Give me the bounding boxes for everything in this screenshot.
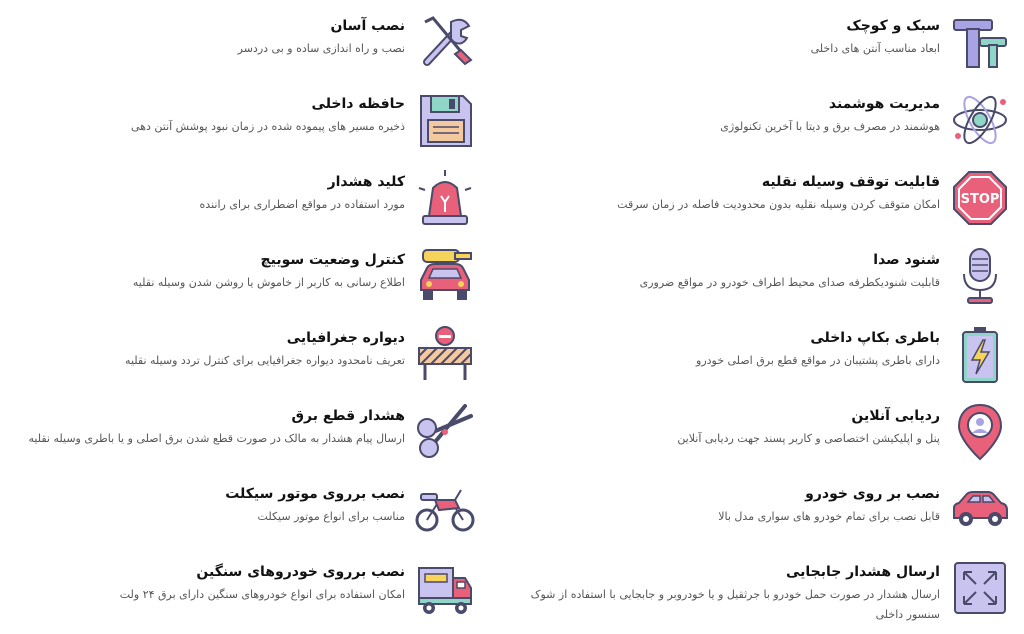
location-pin-icon [950, 402, 1010, 462]
feature-title: ارسال هشدار جابجایی [785, 564, 940, 580]
feature-title: سبک و کوچک [846, 18, 940, 34]
feature-title: باطری بکاپ داخلی [810, 330, 940, 346]
svg-text:STOP: STOP [960, 192, 1000, 207]
feature-description: ارسال پیام هشدار به مالک در صورت قطع شدن برق اصلی و یا باطری وسیله نقلیه [28, 432, 405, 445]
motorcycle-icon [415, 480, 475, 540]
feature-smart-management [520, 90, 1010, 166]
feature-audio-monitoring [520, 246, 1010, 322]
feature-description: ارسال هشدار در صورت حمل خودرو با جرثقیل و یا خودروبر و جابجایی با استفاده از شوک سنسور داخلی [530, 588, 940, 621]
feature-title: حافظه داخلی [311, 96, 405, 112]
feature-title: نصب بر روی خودرو [805, 486, 940, 502]
feature-description: هوشمند در مصرف برق و دیتا با آخرین تکنولوژی [720, 120, 940, 133]
feature-alarm-key [5, 168, 475, 244]
feature-title: قابلیت توقف وسیله نقلیه [761, 174, 940, 190]
truck-icon [415, 558, 475, 618]
siren-icon [415, 168, 475, 228]
car-icon [950, 480, 1010, 540]
feature-switch-status [5, 246, 475, 322]
feature-light-compact [520, 12, 1010, 88]
car-key-icon [415, 246, 475, 306]
feature-online-tracking [520, 402, 1010, 478]
feature-description: قابلیت شنودیکطرفه صدای محیط اطراف خودرو در مواقع ضروری [639, 276, 940, 289]
feature-description: قابل نصب برای تمام خودرو های سواری مدل بالا [718, 510, 940, 523]
feature-description: اطلاع رسانی به کاربر از خاموش یا روشن شدن وسیله نقلیه [132, 276, 405, 289]
feature-title: نصب برروی خودروهای سنگین [196, 564, 405, 580]
feature-description: ذخیره مسیر های پیموده شده در زمان نبود پوشش آنتن دهی [131, 120, 405, 133]
feature-backup-battery [520, 324, 1010, 400]
feature-description: امکان متوقف کردن وسیله نقلیه بدون محدودیت فاصله در زمان سرقت [617, 198, 940, 211]
feature-heavy-vehicle-install [5, 558, 475, 634]
feature-description: پنل و اپلیکیشن اختصاصی و کاربر پسند جهت ردیابی آنلاین [677, 432, 940, 445]
feature-geofence [5, 324, 475, 400]
feature-easy-install [5, 12, 475, 88]
scissors-icon [415, 402, 475, 462]
feature-title: نصب برروی موتور سیکلت [225, 486, 405, 502]
text-size-icon [950, 12, 1010, 72]
expand-arrows-icon [950, 558, 1010, 618]
feature-title: کنترل وضعیت سوییچ [260, 252, 405, 268]
feature-description: ابعاد مناسب آنتن های داخلی [810, 42, 940, 55]
barrier-icon [415, 324, 475, 384]
feature-title: ردیابی آنلاین [851, 408, 940, 424]
feature-title: مدیریت هوشمند [828, 96, 940, 112]
feature-description: امکان استفاده برای انواع خودروهای سنگین دارای برق ۲۴ ولت [119, 588, 405, 601]
feature-title: شنود صدا [873, 252, 940, 268]
feature-vehicle-stop [520, 168, 1010, 244]
stop-sign-icon [950, 168, 1010, 228]
feature-title: کلید هشدار [327, 174, 405, 190]
feature-movement-alert [520, 558, 1010, 634]
atom-icon [950, 90, 1010, 150]
feature-power-cut-alert [5, 402, 475, 478]
feature-car-install [520, 480, 1010, 556]
feature-internal-memory [5, 90, 475, 166]
feature-description: دارای باطری پشتیبان در مواقع قطع برق اصلی خودرو [696, 354, 940, 367]
feature-description: تعریف نامحدود دیواره جغرافیایی برای کنترل تردد وسیله نقلیه [125, 354, 405, 367]
feature-motorcycle-install [5, 480, 475, 556]
battery-icon [950, 324, 1010, 384]
feature-title: دیواره جغرافیایی [286, 330, 405, 346]
feature-title: نصب آسان [330, 18, 405, 34]
feature-title: هشدار قطع برق [291, 408, 405, 424]
floppy-disk-icon [415, 90, 475, 150]
tools-icon [415, 12, 475, 72]
microphone-icon [950, 246, 1010, 306]
feature-description: نصب و راه اندازی ساده و بی دردسر [237, 42, 405, 55]
feature-description: مورد استفاده در مواقع اضطراری برای راننده [199, 198, 405, 211]
feature-description: مناسب برای انواع موتور سیکلت [257, 510, 405, 523]
